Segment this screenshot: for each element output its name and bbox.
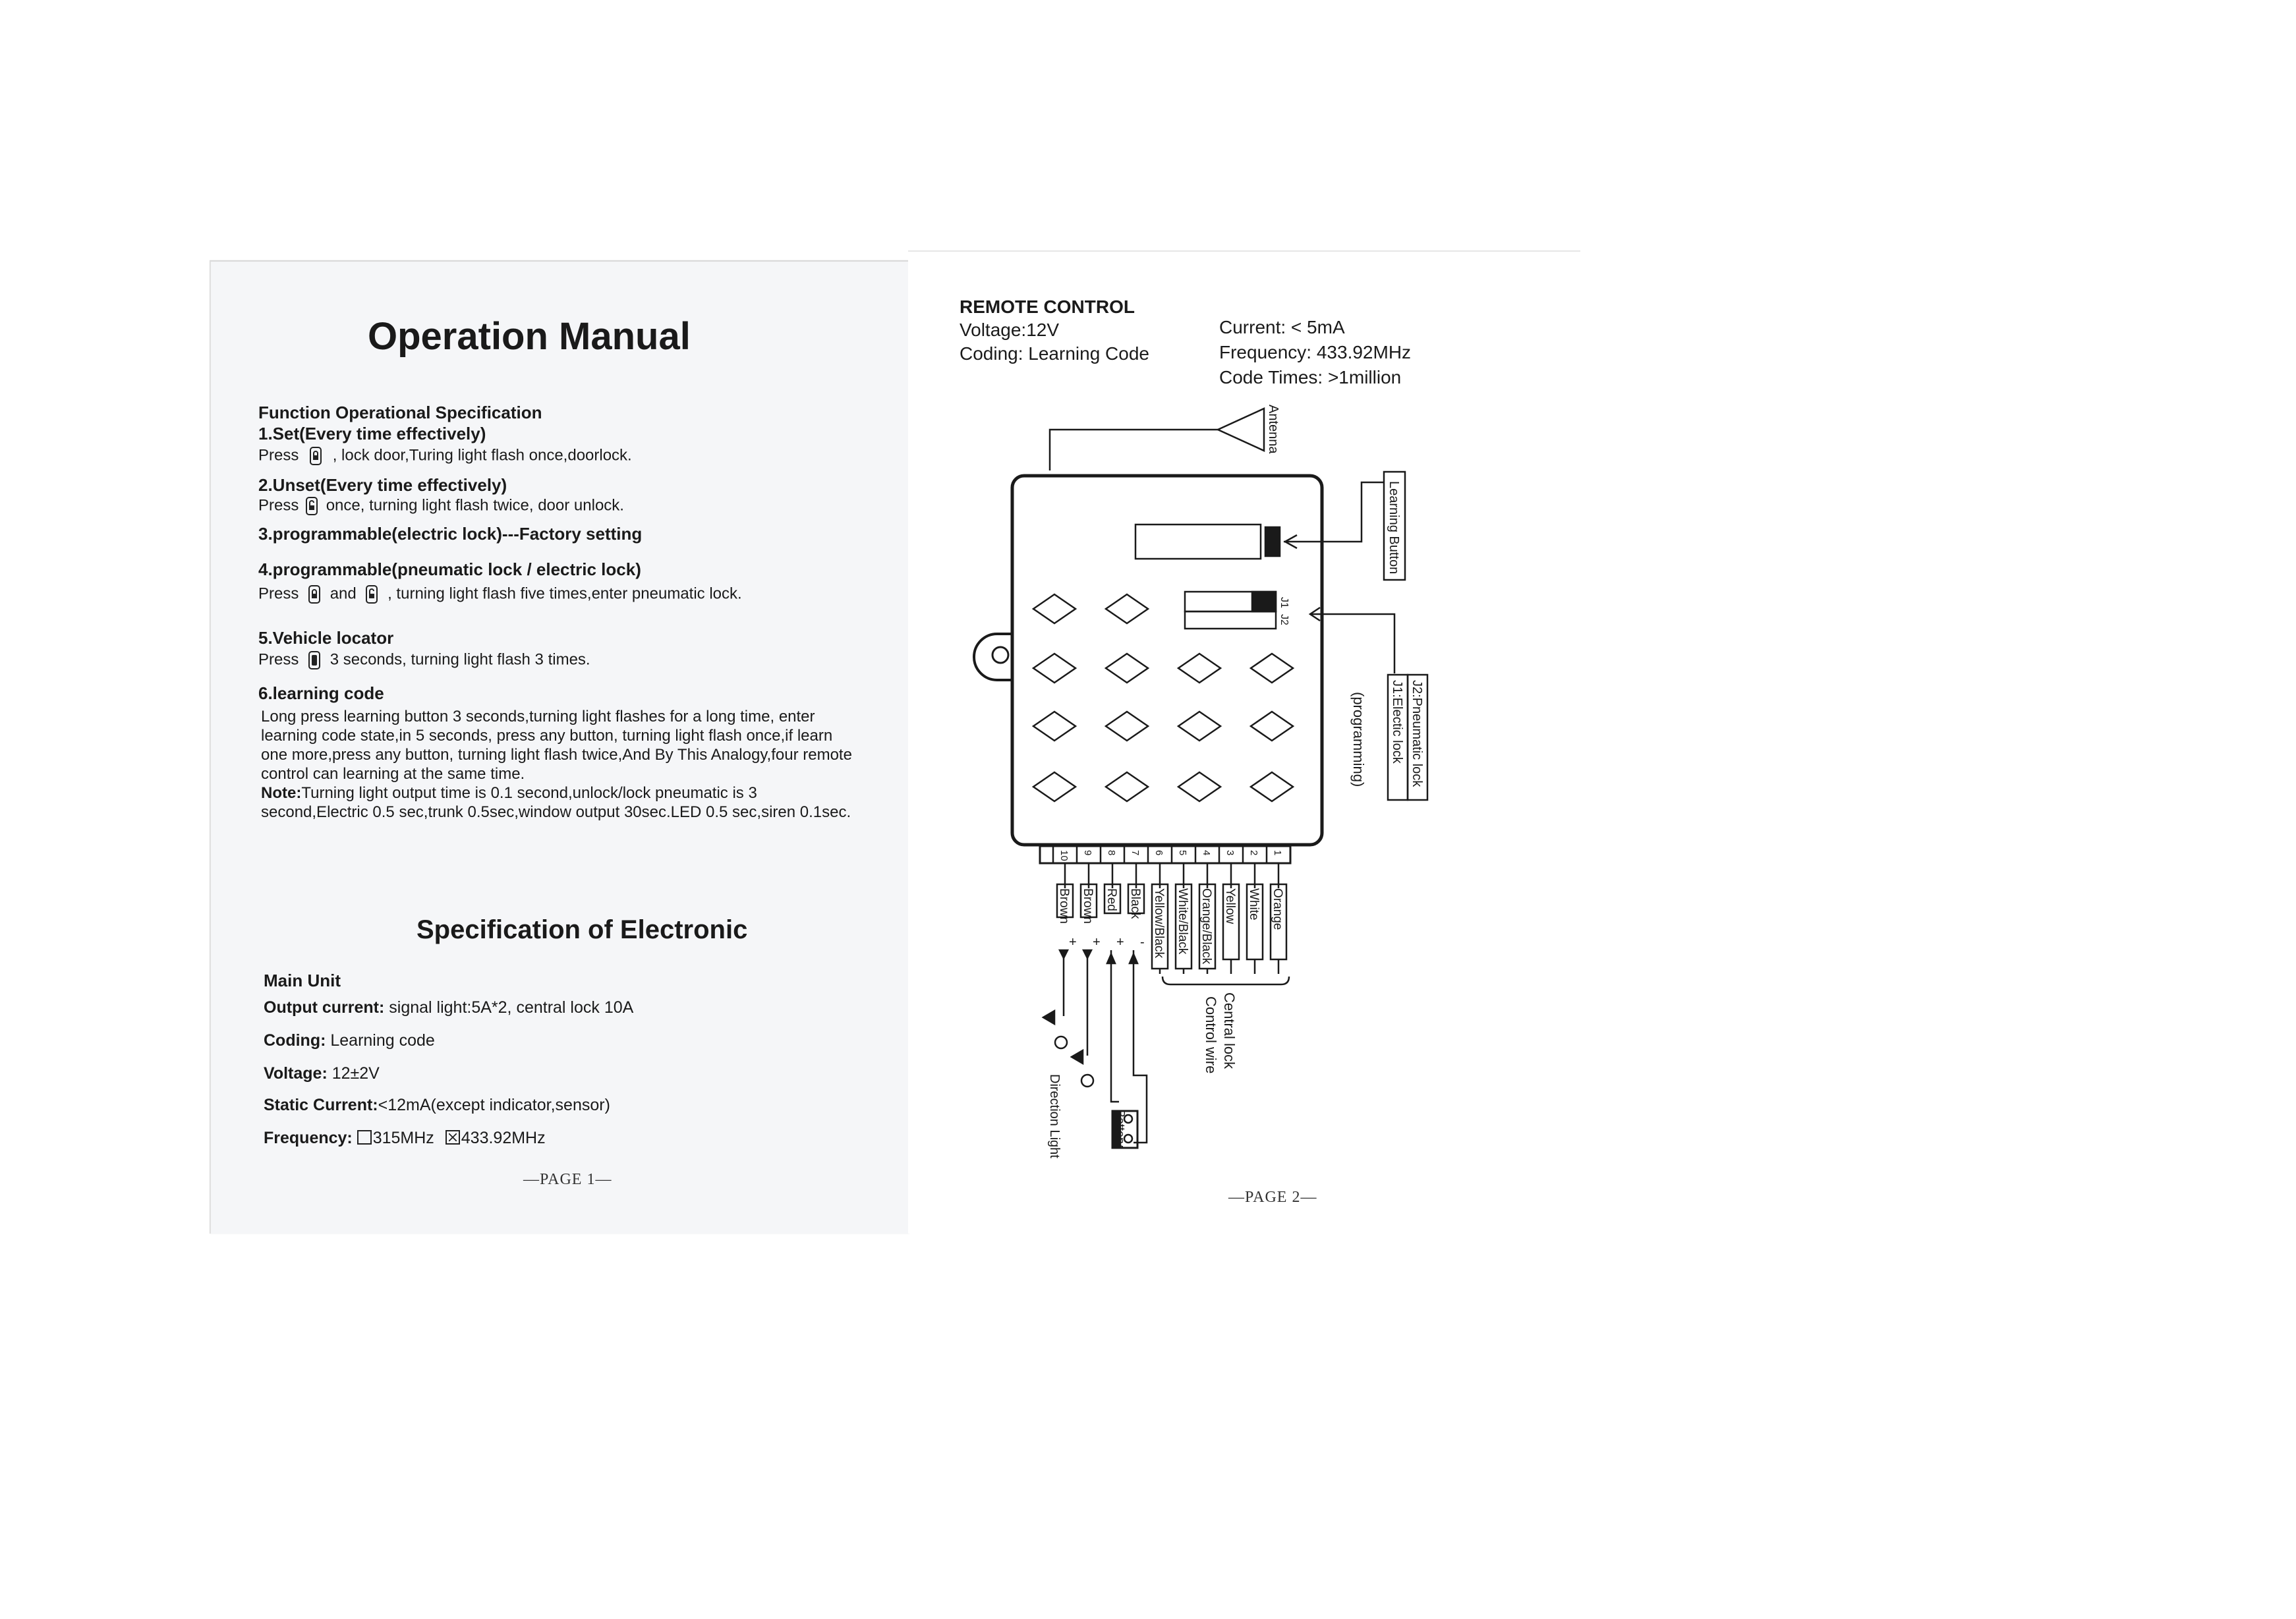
pin-number: 1 [1272,850,1283,856]
rc-frequency: Frequency: 433.92MHz [1219,342,1412,362]
red-arrow [1107,954,1115,963]
j1-tag: J1 [1278,597,1290,608]
black-arrow [1130,954,1137,963]
keypad-button [1106,654,1148,683]
pin-number: 2 [1248,850,1259,856]
item-programmable-pneumatic-heading: 4.programmable(pneumatic lock / electric lock) [258,559,641,579]
pin-number: 3 [1224,850,1236,856]
j1-description: J1:Electic lock [1390,680,1404,764]
wire-labels [1057,888,1284,965]
item-vehicle-locator-text: Press 3 seconds, turning light flash 3 times. [258,650,590,670]
learning-button-line [1284,482,1384,542]
wire-color-label: Orange/Black [1199,888,1213,965]
lock-icon [308,446,323,466]
item-set-text: Press , lock door,Turing light flash once,doorlock. [258,446,632,466]
pin-labels [1058,850,1283,861]
item-vehicle-locator-heading: 5.Vehicle locator [258,628,394,648]
keypad [1033,594,1293,801]
page-left [210,260,909,1234]
keypad-button [1033,654,1076,683]
freq-433-checkbox [445,1130,460,1145]
rc-code-times: Code Times: >1million [1219,367,1402,387]
brown1-arrow [1060,950,1068,958]
locator-icon [307,650,322,670]
polarity-sign: + [1116,935,1124,950]
manual-title: Operation Manual [368,315,691,358]
keypad-button [1033,594,1076,623]
pin-number: 8 [1106,850,1117,856]
keypad-button [1251,712,1293,741]
polarity-sign: + [1093,935,1101,950]
spec-voltage: Voltage: 12±2V [264,1064,380,1083]
direction-light-2 [1081,1075,1093,1087]
wire-color-label: Black [1128,888,1142,919]
polarity-sign: - [1140,935,1145,950]
wire-color-label: Brown [1057,888,1071,924]
page-right [908,250,1580,1234]
central-lock-label: Central lock [1221,992,1238,1069]
learning-button [1265,527,1280,556]
brown2-arrow [1083,950,1091,958]
note-label: Note: [261,784,302,802]
pin-number: 4 [1201,850,1212,856]
keypad-button [1178,772,1220,801]
rc-voltage: Voltage:12V [960,320,1060,340]
unlock-icon [304,496,319,516]
rc-coding: Coding: Learning Code [960,343,1149,364]
item-programmable-pneumatic-text: Press and , turning light flash five times,enter pneumatic lock. [258,584,742,604]
function-heading: Function Operational Specification [258,403,542,422]
wire-color-label: Red [1105,888,1118,911]
note-text: Turning light output time is 0.1 second,unlock/lock pneumatic is 3 second,Electric 0.5 sec,trunk 0.5sec,window output 30sec.LED 0.5 sec,siren 0.1sec. [261,784,851,821]
keypad-button [1178,712,1220,741]
spec-coding: Coding: Learning code [264,1031,435,1050]
learning-button-label: Learning Button [1387,481,1401,575]
lock-icon [307,584,322,604]
item-programmable-electric: 3.programmable(electric lock)---Factory setting [258,524,643,544]
pin-number: 9 [1082,850,1093,856]
programming-label: (programming) [1350,692,1367,787]
keypad-button [1106,712,1148,741]
jumper-j1-cap [1252,592,1276,611]
unlock-icon [364,584,379,604]
wire-color-label: Yellow [1223,888,1237,924]
rc-current: Current: < 5mA [1219,317,1345,337]
j2-tag: J2 [1278,614,1290,625]
battery-label: Battery [1114,1110,1127,1148]
item-set-heading: 1.Set(Every time effectively) [258,424,486,443]
spec-output-current: Output current: signal light:5A*2, central lock 10A [264,998,634,1017]
antenna-wire [1050,430,1218,470]
wire-color-label: Brown [1081,888,1095,924]
wire-color-label: White/Black [1176,888,1190,955]
learning-code-text: Long press learning button 3 seconds,turning light flashes for a long time, enter learning code state,in 5 seconds, press any button, turning light flash once,if learn one more,press any button, turning light flash twice,And By This Analogy,four remote control can learning at the same time. [261,708,852,783]
polarity-sign: + [1069,935,1077,950]
keypad-button [1033,712,1076,741]
wiring-diagram [908,252,1580,1234]
keypad-button [1178,654,1220,683]
sign-labels [1069,935,1145,950]
mounting-hole [992,647,1008,663]
black-wire [1134,950,1147,1143]
page-number-2: —PAGE 2— [1228,1189,1317,1206]
j2-description: J2:Pneumatic lock [1410,680,1424,787]
rc-title: REMOTE CONTROL [960,297,1135,317]
pin-number: 6 [1153,850,1164,856]
spec-title: Specification of Electronic [416,915,748,944]
pin-number: 5 [1177,850,1188,856]
pin-number: 7 [1130,850,1141,856]
learning-slot [1135,525,1261,559]
item-learning-code-heading: 6.learning code [258,683,384,703]
keypad-button [1106,772,1148,801]
direction-light-1 [1055,1037,1067,1048]
item-unset-text: Press once, turning light flash twice, door unlock. [258,496,624,516]
wire-color-label: Yellow/Black [1152,888,1166,958]
pin-number: 10 [1058,850,1070,861]
central-lock-brace [1162,977,1289,984]
keypad-button [1033,772,1076,801]
page-number-1: —PAGE 1— [523,1171,612,1188]
control-wire-label: Control wire [1203,996,1219,1074]
spec-static-current: Static Current:<12mA(except indicator,sensor) [264,1096,610,1114]
wire-color-label: White [1247,888,1261,921]
jumper-j2 [1185,611,1276,629]
direction-light-label: Direction Light [1047,1074,1062,1158]
antenna-label: Antenna [1266,405,1280,454]
freq-315-checkbox [357,1130,372,1145]
spec-frequency: Frequency: 315MHz 433.92MHz [264,1129,546,1147]
keypad-button [1106,594,1148,623]
keypad-button [1251,772,1293,801]
note-paragraph [261,783,854,822]
item-unset-heading: 2.Unset(Every time effectively) [258,475,507,495]
red-wire [1111,950,1119,1102]
direction-light-2-arrow [1072,1050,1083,1064]
direction-light-1-arrow [1043,1011,1054,1024]
main-unit-heading: Main Unit [264,971,341,990]
wire-color-label: Orange [1271,888,1284,930]
keypad-button [1251,654,1293,683]
antenna-symbol [1218,409,1264,451]
